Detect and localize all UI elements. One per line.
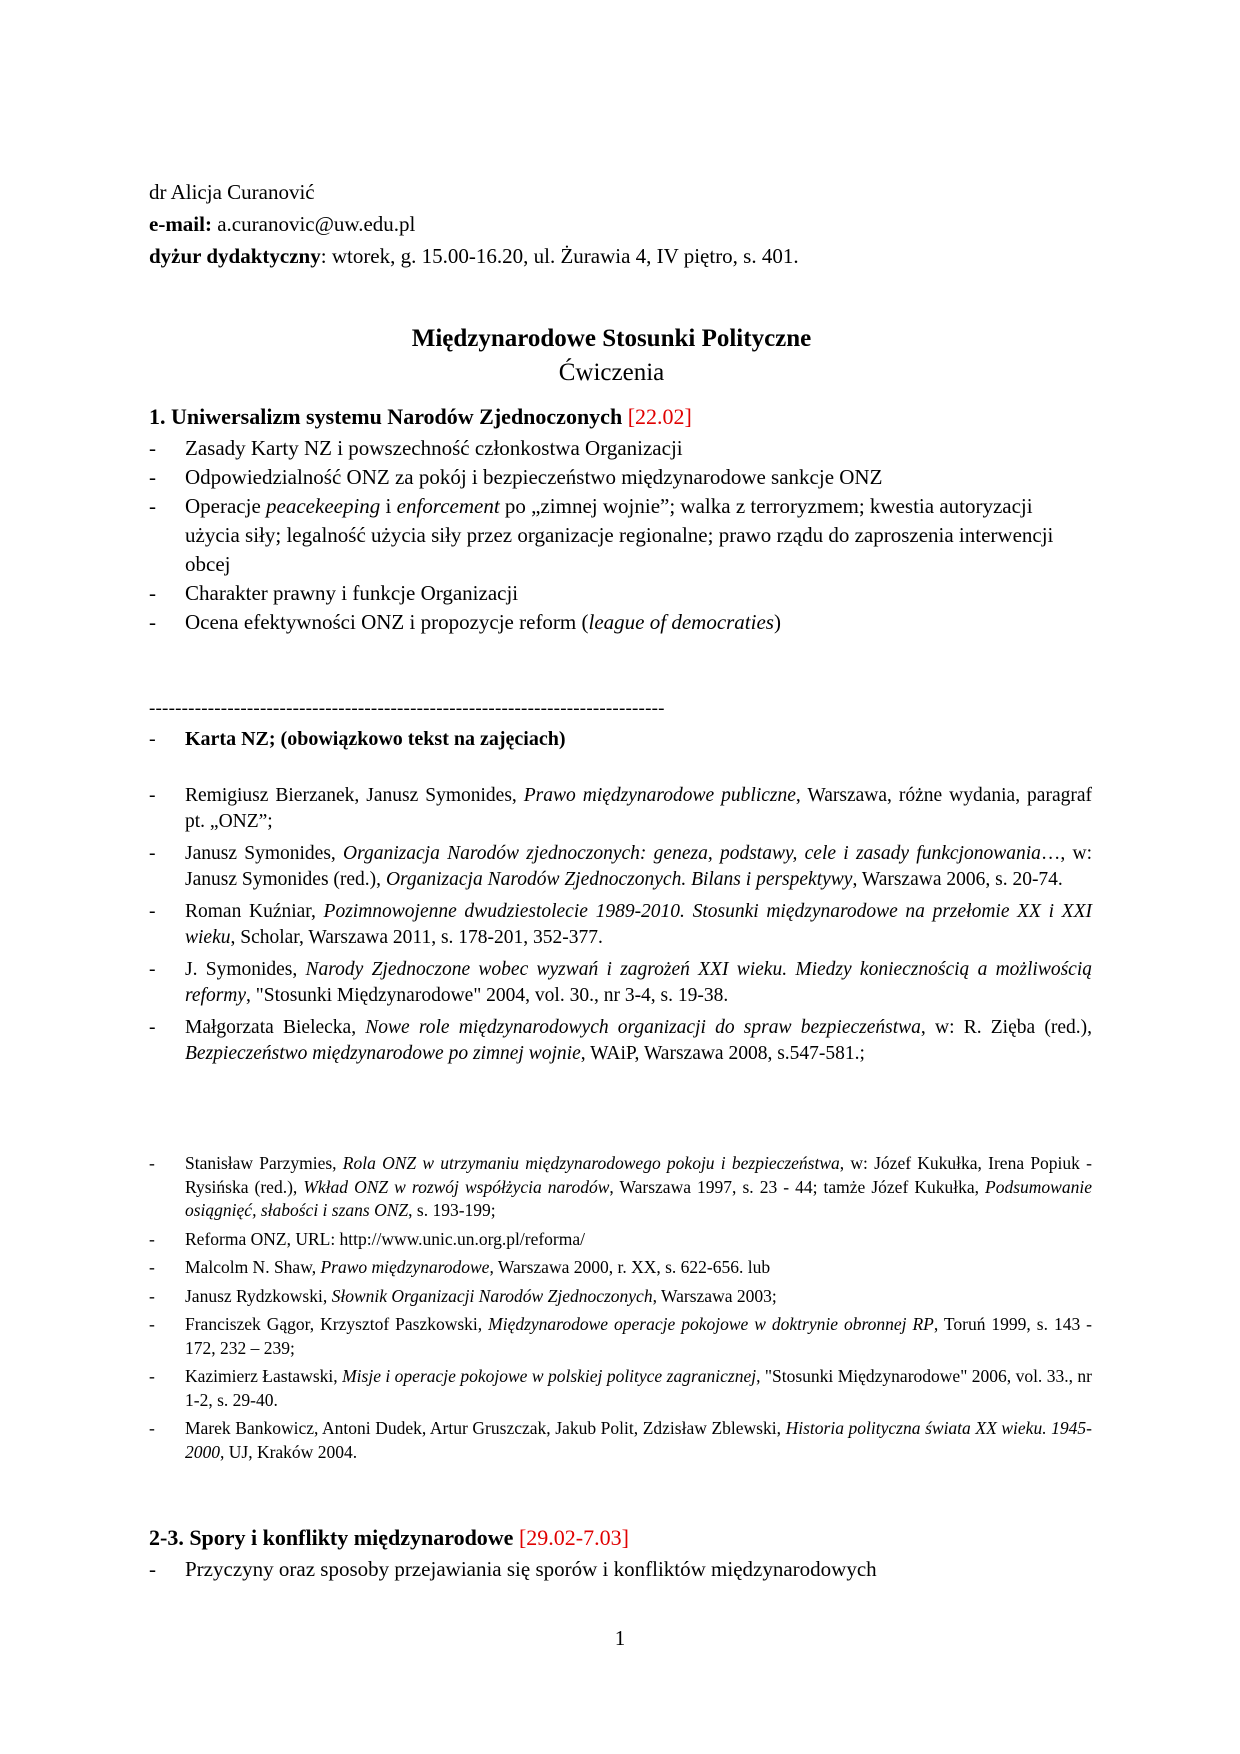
required-reading-text: Karta NZ; (obowiązkowo tekst na zajęciach) — [185, 728, 566, 750]
section-2-heading — [149, 1525, 629, 1551]
required-reading: - Karta NZ; (obowiązkowo tekst na zajęciach) — [149, 728, 566, 750]
email-label: e-mail: — [149, 212, 212, 236]
document-title: Międzynarodowe Stosunki Polityczne — [411, 325, 812, 352]
email-value: a.curanovic@uw.edu.pl — [211, 212, 416, 236]
section-1-date: [22.02] — [627, 404, 692, 429]
reference-item: - Stanisław Parzymies, Rola ONZ w utrzymaniu międzynarodowego pokoju i bezpieczeństwa, w: Józef Kukułka, Irena Popiuk - Rysińska (red.), Wkład ONZ w rozwój współżycia narodów, Warszawa 1997, s. 23 - 44; tamże Józef Kukułka, Podsumowanie osiągnięć, słabości i szans ONZ, s. 193-199; — [149, 1152, 1092, 1223]
title-block — [149, 322, 1074, 390]
author-name: dr Alicja Curanović — [149, 180, 315, 204]
topic-item: - Operacje peacekeeping i enforcement po „zimnej wojnie”; walka z terroryzmem; kwestia autoryzacji użycia siły; legalność użycia siły przez organizacje regionalne; prawo rządu do zaproszenia interwencji obcej — [149, 492, 1092, 579]
reference-item: - Roman Kuźniar, Pozimnowojenne dwudziestolecie 1989-2010. Stosunki międzynarodowe na przełomie XX i XXI wieku, Scholar, Warszawa 2011, s. 178-201, 352-377. — [149, 899, 1092, 951]
reference-item: - J. Symonides, Narody Zjednoczone wobec wyzwań i zagrożeń XXI wieku. Miedzy koniecznością a możliwością reformy, "Stosunki Międzynarodowe" 2004, vol. 30., nr 3-4, s. 19-38. — [149, 957, 1092, 1009]
office-hours-value: : wtorek, g. 15.00-16.20, ul. Żurawia 4, IV piętro, s. 401. — [320, 244, 799, 268]
reference-item: - Franciszek Gągor, Krzysztof Paszkowski, Międzynarodowe operacje pokojowe w doktrynie obronnej RP, Toruń 1999, s. 143 - 172, 232 – 239; — [149, 1313, 1092, 1360]
office-hours-line — [149, 240, 799, 272]
section-2-topics — [149, 1555, 1092, 1584]
topic-item: - Przyczyny oraz sposoby przejawiania się sporów i konfliktów międzynarodowych — [149, 1555, 1092, 1584]
email-line — [149, 208, 799, 240]
reference-item: - Malcolm N. Shaw, Prawo międzynarodowe, Warszawa 2000, r. XX, s. 622-656. lub — [149, 1256, 1092, 1280]
topic-item: - Ocena efektywności ONZ i propozycje reform (league of democraties) — [149, 608, 1092, 637]
topic-item: - Zasady Karty NZ i powszechność członkostwa Organizacji — [149, 434, 1092, 463]
section-2-title: 2-3. Spory i konflikty międzynarodowe — [149, 1525, 519, 1550]
page-number: 1 — [614, 1626, 626, 1650]
reading-list-additional — [149, 1152, 1092, 1469]
section-1-topics — [149, 434, 1092, 637]
reference-item: - Janusz Rydzkowski, Słownik Organizacji Narodów Zjednoczonych, Warszawa 2003; — [149, 1285, 1092, 1309]
section-divider: ------------------------------------------------------------------------------- — [149, 698, 665, 719]
topic-item: - Charakter prawny i funkcje Organizacji — [149, 579, 1092, 608]
section-1-heading — [149, 404, 692, 430]
section-1-title: 1. Uniwersalizm systemu Narodów Zjednoczonych — [149, 404, 628, 429]
author-header — [149, 176, 799, 272]
reference-item: - Janusz Symonides, Organizacja Narodów zjednoczonych: geneza, podstawy, cele i zasady funkcjonowania…, w: Janusz Symonides (red.), Organizacja Narodów Zjednoczonych. Bilans i perspektywy, Warszawa 2006, s. 20-74. — [149, 841, 1092, 893]
reference-item: - Małgorzata Bielecka, Nowe role międzynarodowych organizacji do spraw bezpieczeństwa, w: R. Zięba (red.), Bezpieczeństwo międzynarodowe po zimnej wojnie, WAiP, Warszawa 2008, s.547-581.; — [149, 1015, 1092, 1067]
topic-item: - Odpowiedzialność ONZ za pokój i bezpieczeństwo międzynarodowe sankcje ONZ — [149, 463, 1092, 492]
document-subtitle: Ćwiczenia — [558, 359, 665, 386]
reference-item: - Kazimierz Łastawski, Misje i operacje pokojowe w polskiej polityce zagranicznej, "Stosunki Międzynarodowe" 2006, vol. 33., nr 1-2, s. 29-40. — [149, 1365, 1092, 1412]
reference-item: - Reforma ONZ, URL: http://www.unic.un.org.pl/reforma/ — [149, 1228, 1092, 1252]
office-hours-label: dyżur dydaktyczny — [149, 244, 321, 268]
reading-list-main — [149, 783, 1092, 1073]
section-2-date: [29.02-7.03] — [518, 1525, 629, 1550]
reference-item: - Marek Bankowicz, Antoni Dudek, Artur Gruszczak, Jakub Polit, Zdzisław Zblewski, Historia polityczna świata XX wieku. 1945-2000, UJ, Kraków 2004. — [149, 1417, 1092, 1464]
reference-item: - Remigiusz Bierzanek, Janusz Symonides, Prawo międzynarodowe publiczne, Warszawa, różne wydania, paragraf pt. „ONZ”; — [149, 783, 1092, 835]
